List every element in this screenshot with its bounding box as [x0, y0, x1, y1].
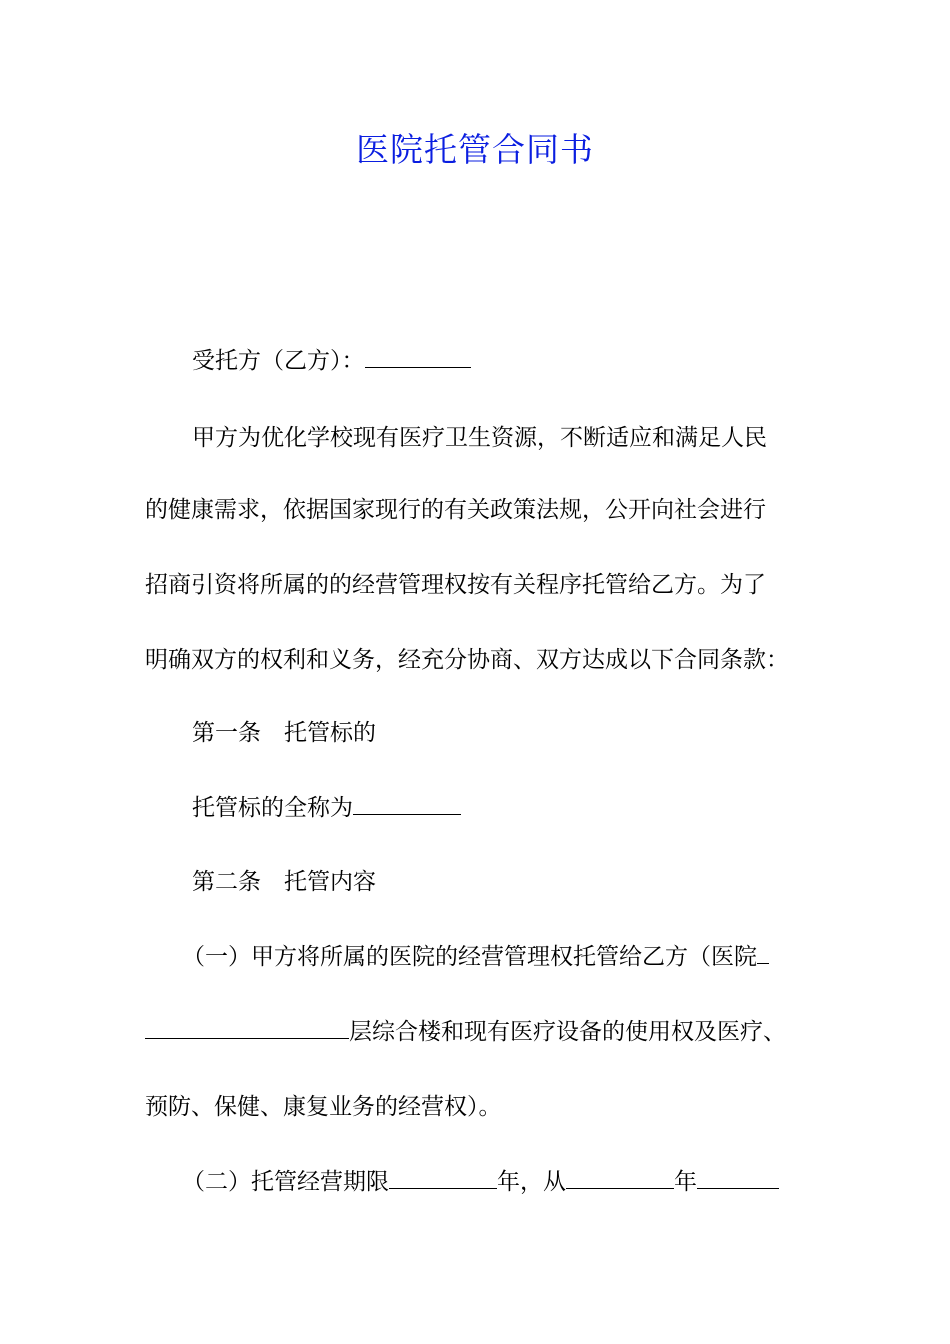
year-label: 年	[674, 1169, 697, 1195]
trustee-blank	[365, 347, 471, 368]
hospital-blank-end	[145, 1018, 349, 1039]
term-label: （二）托管经营期限	[182, 1169, 389, 1195]
start-month-blank	[697, 1168, 779, 1189]
start-year-blank	[566, 1168, 674, 1189]
paragraph-line: 的健康需求，依据国家现行的有关政策法规，公开向社会进行	[145, 497, 766, 523]
clause-line	[182, 942, 769, 972]
article-heading: 第一条 托管标的	[192, 720, 376, 746]
term-line	[182, 1167, 779, 1197]
clause-line: 预防、保健、康复业务的经营权）。	[145, 1094, 502, 1120]
term-from-label: 年，从	[497, 1169, 566, 1195]
trust-subject-line	[192, 793, 461, 823]
clause-line	[145, 1017, 786, 1047]
trust-subject-blank	[353, 794, 461, 815]
paragraph-line: 明确双方的权利和义务，经充分协商、双方达成以下合同条款：	[145, 647, 789, 673]
document-title: 医院托管合同书	[356, 130, 594, 169]
trust-subject-label: 托管标的全称为	[192, 795, 353, 821]
trustee-label: 受托方（乙方）：	[192, 348, 365, 374]
clause-text: （一）甲方将所属的医院的经营管理权托管给乙方（医院	[182, 944, 757, 970]
paragraph-line: 甲方为优化学校现有医疗卫生资源，不断适应和满足人民	[192, 425, 767, 451]
hospital-blank-start	[757, 943, 769, 964]
clause-text: 层综合楼和现有医疗设备的使用权及医疗、	[349, 1019, 786, 1045]
paragraph-line: 招商引资将所属的的经营管理权按有关程序托管给乙方。为了	[145, 572, 766, 598]
article-heading: 第二条 托管内容	[192, 869, 376, 895]
trustee-line	[192, 346, 471, 376]
term-years-blank	[389, 1168, 497, 1189]
